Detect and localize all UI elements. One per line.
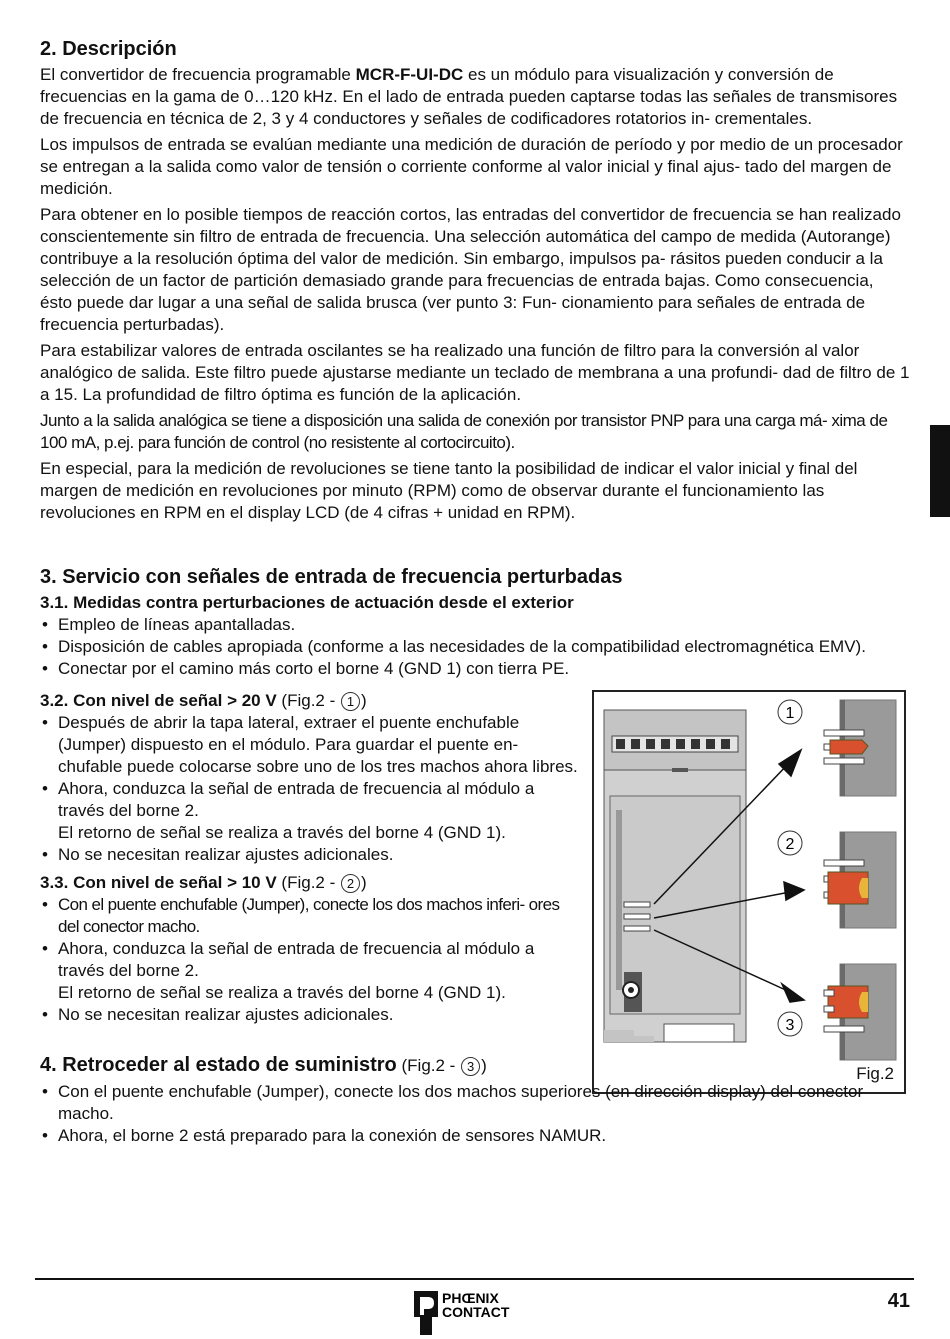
- list-item: • Ahora, conduzca la señal de entrada de frecuencia al módulo a través del borne 2. El retorno de señal se realiza a través del borne 4 (GND 1).: [40, 938, 580, 1004]
- detail-panel-1: [824, 700, 896, 796]
- side-stripe: [616, 810, 622, 990]
- figure-2: [592, 690, 906, 1094]
- callout-label: 1: [785, 705, 795, 722]
- section-2-paragraph-3: Para obtener en lo posible tiempos de reacción cortos, las entradas del convertidor de frecuencia se han realizado conscientemente sin filtro de entrada de frecuencia. Una selección automática del campo de medida (Autorange) contribuye a la resolución óptima del valor de medición. Sin embargo, impulsos pa- rásitos pueden conducir a la selección de un factor de partición demasiado grande para frecuencias de entrada bajas. Como consecuencia, ésto puede dar lugar a una señal de salida brusca (ver punto 3: Fun- cionamiento para señales de entrada de frecuencia perturbadas).: [40, 205, 901, 334]
- section-4-list: [40, 1081, 910, 1147]
- section-3-text-column: [40, 690, 580, 1026]
- list-item: • Después de abrir la tapa lateral, extraer el puente enchufable (Jumper) dispuesto en el módulo. Para guardar el puente en- chufable puede colocarse sobre uno de los tres machos ahora libres.: [40, 712, 580, 778]
- section-2-paragraph-5: Junto a la salida analógica se tiene a disposición una salida de conexión por transistor PNP para una carga má- xima de 100 mA, p.ej. para función de control (no resistente al cortocircuito).: [40, 411, 888, 452]
- jumper-pins-module: [624, 902, 650, 931]
- list-item: • No se necesitan realizar ajustes adicionales.: [40, 844, 580, 866]
- callout-label: 3: [785, 1017, 795, 1034]
- section-3-1-list: [40, 614, 910, 680]
- chapter-side-tab: [930, 425, 950, 517]
- section-3-3-list: [40, 894, 580, 1026]
- figure-ref-circle: 2: [341, 874, 360, 893]
- list-item: • Empleo de líneas apantalladas.: [40, 614, 910, 636]
- section-3-2-heading: 3.2. Con nivel de señal > 20 V (Fig.2 - 1 ): [40, 691, 367, 710]
- detail-panel-3: [824, 964, 896, 1060]
- callout-3: [778, 1012, 802, 1036]
- section-3-3-heading: 3.3. Con nivel de señal > 10 V (Fig.2 - 2 ): [40, 873, 367, 892]
- callout-label: 2: [785, 836, 795, 853]
- page-content: [40, 36, 910, 1147]
- section-2-paragraph-2: Los impulsos de entrada se evalúan mediante una medición de duración de período y por medio de un procesador se entregan a la salida como valor de tensión o corriente conforme al valor inicial y final ajus- tado del margen de medición.: [40, 135, 903, 198]
- list-item: • Con el puente enchufable (Jumper), conecte los dos machos inferi- ores del conector macho.: [40, 894, 580, 938]
- phoenix-contact-logo: [414, 1287, 536, 1335]
- list-item: • Disposición de cables apropiada (conforme a las necesidades de la compatibilidad electromagnética EMV).: [40, 636, 910, 658]
- section-3-2-list: [40, 712, 580, 866]
- list-item: • Ahora, el borne 2 está preparado para la conexión de sensores NAMUR.: [40, 1125, 910, 1147]
- callout-1: [778, 700, 802, 724]
- list-item: • No se necesitan realizar ajustes adicionales.: [40, 1004, 580, 1026]
- jumper-icon: [830, 740, 868, 754]
- detail-panel-2: [824, 832, 896, 928]
- callout-2: [778, 831, 802, 855]
- module-jumper-diagram: [594, 692, 904, 1092]
- svg-text:CONTACT: CONTACT: [442, 1304, 510, 1320]
- page-number: 41: [887, 1290, 910, 1312]
- list-item: • Ahora, conduzca la señal de entrada de frecuencia al módulo a través del borne 2. El retorno de señal se realiza a través del borne 4 (GND 1).: [40, 778, 580, 844]
- figure-caption: Fig.2: [856, 1064, 894, 1083]
- product-code: MCR-F-UI-DC: [355, 65, 464, 84]
- terminal-row: [612, 736, 738, 752]
- section-3-1-heading: 3.1. Medidas contra perturbaciones de actuación desde el exterior: [40, 593, 574, 612]
- footer-rule: [35, 1278, 914, 1280]
- section-2-paragraph-4: Para estabilizar valores de entrada oscilantes se ha realizado una función de filtro para la conversión al valor analógico de salida. Este filtro puede ajustarse mediante un teclado de membrana a una profundi- dad de filtro de 1 a 15. La profundidad de filtro óptima es función de la aplicación.: [40, 341, 910, 404]
- list-item: • Con el puente enchufable (Jumper), conecte los dos machos superiores (en dirección display) del conector macho.: [40, 1081, 910, 1125]
- section-3-heading: 3. Servicio con señales de entrada de frecuencia perturbadas: [40, 566, 623, 588]
- svg-text:PHŒNIX: PHŒNIX: [442, 1290, 499, 1306]
- section-2-heading: 2. Descripción: [40, 38, 177, 60]
- section-2-paragraph-6: En especial, para la medición de revoluciones se tiene tanto la posibilidad de indicar el valor inicial y final del margen de medición en revoluciones por minuto (RPM) como de observar durante el funcionamiento las revoluciones en RPM en el display LCD (de 4 cifras + unidad en RPM).: [40, 459, 858, 522]
- list-item: • Conectar por el camino más corto el borne 4 (GND 1) con tierra PE.: [40, 658, 910, 680]
- section-4-heading: 4. Retroceder al estado de suministro (Fig.2 - 3 ): [40, 1054, 487, 1076]
- section-2-paragraph-1: El convertidor de frecuencia programable MCR-F-UI-DC es un módulo para visualización y conversión de frecuencias en la gama de 0…120 kHz. En el lado de entrada pueden captarse todas las señales de transmisores de frecuencia en técnica de 2, 3 y 4 conductores y señales de codificadores rotatorios in- crementales.: [40, 65, 898, 128]
- figure-ref-circle: 1: [341, 692, 360, 711]
- figure-ref-circle: 3: [461, 1057, 480, 1076]
